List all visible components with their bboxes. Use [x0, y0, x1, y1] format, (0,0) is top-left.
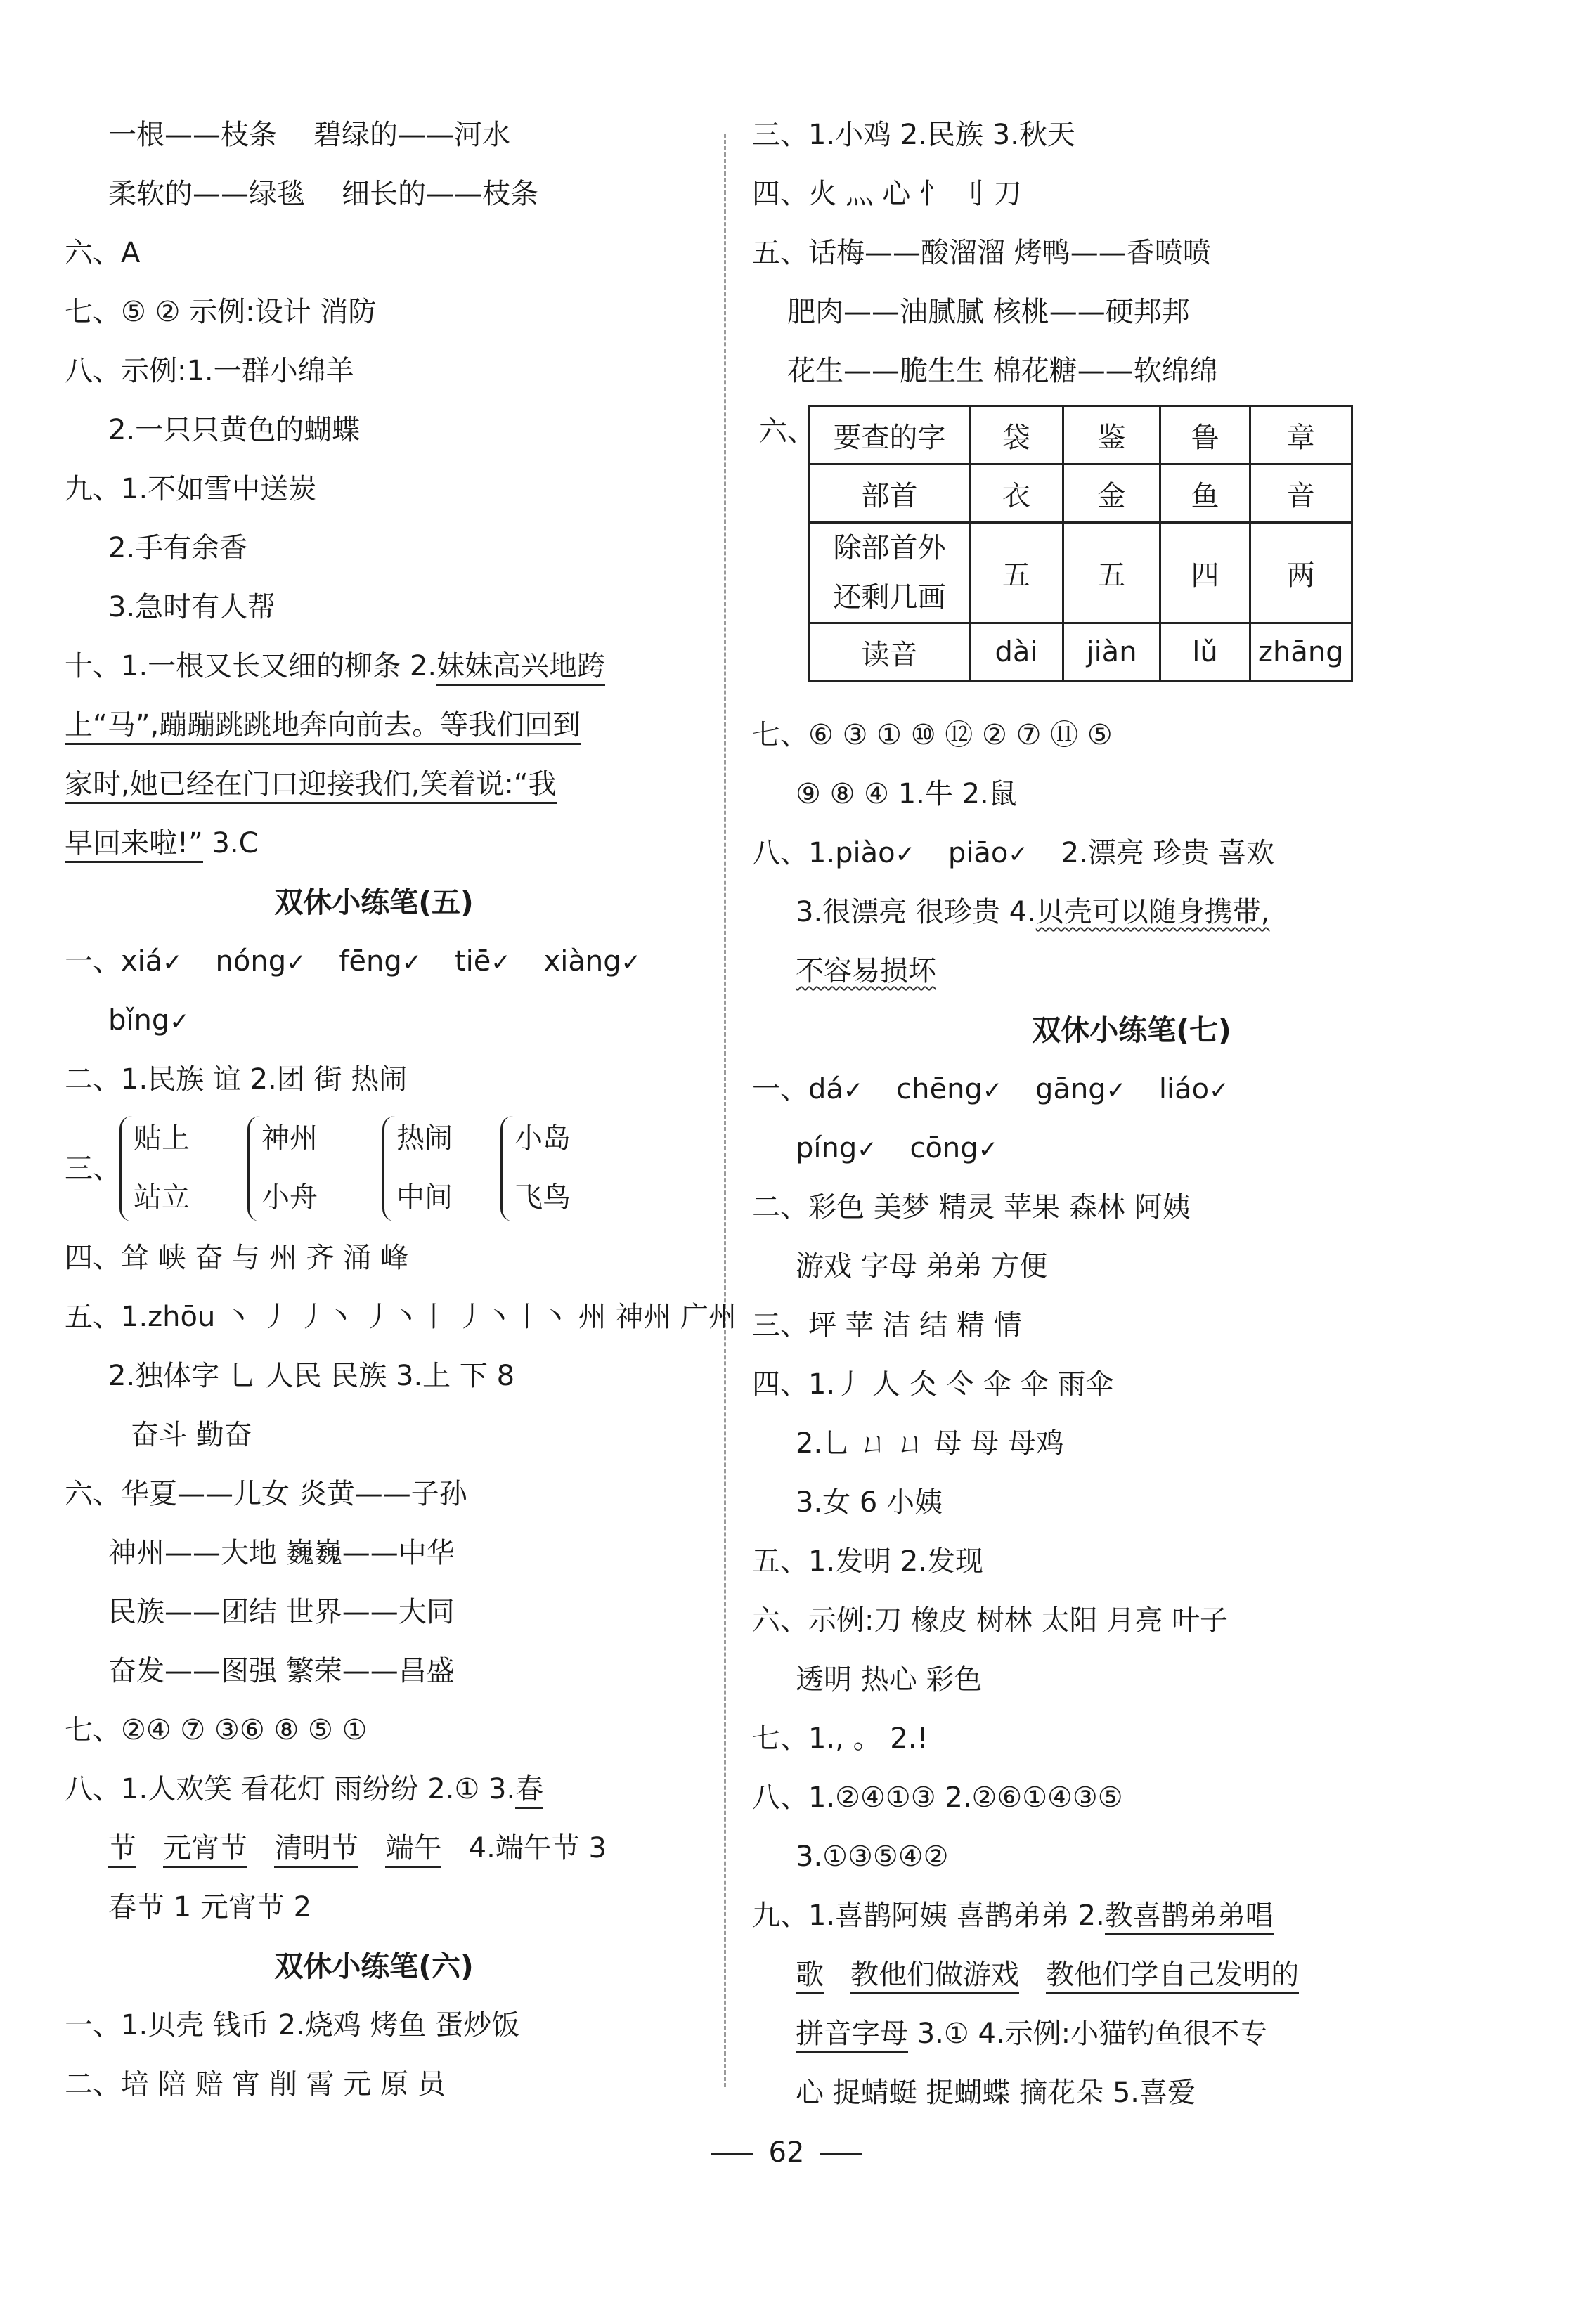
brace-group	[500, 1109, 571, 1227]
answer-line: 春节 1 元宵节 2	[108, 1891, 312, 1923]
answer-line: 3.①③⑤④②	[796, 1841, 949, 1873]
underlined-answer: 教他们做游戏	[850, 1959, 1019, 1994]
pinyin: piāo	[947, 837, 1009, 869]
answer-line: 2.一只只黄色的蝴蝶	[108, 414, 361, 446]
underlined-answer: 早回来啦!”	[65, 827, 203, 863]
check-icon: ✓	[621, 949, 642, 977]
answer-line	[65, 1819, 683, 1878]
check-icon: ✓	[491, 949, 511, 977]
underlined-answer: 拼音字母	[796, 2018, 908, 2053]
table-cell: 除部首外 还剩几画	[810, 523, 970, 623]
answer-line: 六、示例:刀 橡皮 树林 太阳 月亮 叶子	[752, 1604, 1229, 1637]
dictionary-table-block	[752, 405, 1511, 706]
underlined-answer: 清明节	[274, 1832, 358, 1868]
page-number-text: 62	[768, 2136, 805, 2169]
answer-line	[752, 824, 1511, 883]
pinyin: 一、dá	[752, 1073, 843, 1105]
dictionary-table	[808, 405, 1353, 682]
answer-line: 七、1., 。 2.!	[752, 1722, 928, 1755]
pinyin: nóng	[215, 945, 287, 978]
underlined-answer: 歌	[796, 1959, 824, 1994]
brace-icon	[119, 1116, 134, 1221]
table-cell: 要查的字	[810, 406, 970, 465]
answer-line: 三、坪 苹 洁 结 精 情	[752, 1309, 1022, 1342]
pinyin: fēng	[339, 945, 402, 978]
left-column	[65, 105, 737, 2114]
page-number	[0, 2136, 1573, 2169]
answer-line: 八、示例:1.一群小绵羊	[65, 355, 354, 387]
underlined-answer: 端午	[385, 1832, 441, 1868]
underlined-answer: 妹妹高兴地跨	[436, 650, 605, 686]
pinyin: píng	[796, 1132, 857, 1164]
answer-line	[65, 105, 683, 164]
answer-line: 2.手有余香	[108, 532, 248, 564]
answer-line	[752, 1945, 1511, 2004]
pinyin: chēng	[896, 1073, 983, 1105]
answer-line: 3.女 6 小姨	[796, 1486, 943, 1519]
check-icon: ✓	[843, 1077, 864, 1105]
answer-line: 花生——脆生生 棉花糖——软绵绵	[787, 355, 1218, 387]
check-icon: ✓	[982, 1077, 1003, 1105]
pinyin: cōng	[910, 1132, 978, 1164]
table-row	[810, 523, 1352, 623]
answer-line: 六、华夏——儿女 炎黄——子孙	[65, 1478, 467, 1510]
answer-line	[65, 814, 683, 873]
brace-group	[382, 1109, 453, 1227]
answer-text: 3.很漂亮 很珍贵 4.	[796, 896, 1036, 928]
pinyin: gāng	[1035, 1073, 1106, 1105]
answer-line: 五、1.zhōu 丶 丿 丿丶 丿丶丨 丿丶丨丶 州 神州 广州	[65, 1301, 737, 1333]
table-row	[810, 406, 1352, 465]
answer-line: 四、火 灬 心 忄 刂 刀	[752, 178, 1022, 210]
column-divider	[724, 134, 726, 2087]
underlined-answer: 教他们学自己发明的	[1046, 1959, 1299, 1994]
table-cell: 两	[1250, 523, 1352, 623]
answer-line: ⑨ ⑧ ④ 1.牛 2.鼠	[796, 778, 1017, 810]
answer-line: 2.乚 ㄩ ㄩ 母 母 母鸡	[796, 1427, 1064, 1460]
answer-line: 四、1.丿 人 仌 仒 伞 伞 雨伞	[752, 1368, 1114, 1401]
check-icon: ✓	[1209, 1077, 1229, 1105]
answer-line: 七、⑥ ③ ① ⑩ ⑫ ② ⑦ ⑪ ⑤	[752, 719, 1113, 751]
answer-line: 七、⑤ ② 示例:设计 消防	[65, 296, 377, 328]
underlined-answer: 家时,她已经在门口迎接我们,笑着说:“我	[65, 768, 557, 804]
table-cell: 音	[1250, 465, 1352, 523]
answer-line: 二、彩色 美梦 精灵 苹果 森林 阿姨	[752, 1191, 1191, 1223]
brace-group	[247, 1109, 318, 1227]
underlined-answer: 教喜鹊弟弟唱	[1105, 1900, 1274, 1935]
answer-line: 五、话梅——酸溜溜 烤鸭——香喷喷	[752, 237, 1211, 269]
question-number: 六、	[759, 415, 815, 448]
answer-line: 六、A	[65, 237, 141, 269]
table-cell: 鱼	[1160, 465, 1250, 523]
answer-line	[65, 164, 683, 223]
brace-word: 小舟	[261, 1181, 318, 1214]
brace-word: 中间	[396, 1181, 453, 1214]
answer-line: 民族——团结 世界——大同	[108, 1596, 455, 1628]
pair-text: 碧绿的——河水	[313, 119, 510, 151]
answer-line: 透明 热心 彩色	[796, 1663, 983, 1696]
table-cell: 袋	[970, 406, 1063, 465]
table-cell: dài	[970, 623, 1063, 682]
check-icon: ✓	[169, 1008, 190, 1036]
brace-icon	[382, 1116, 397, 1221]
answer-line: 2.独体字 乚 人民 民族 3.上 下 8	[108, 1360, 515, 1392]
answer-line: 神州——大地 巍巍——中华	[108, 1537, 455, 1569]
table-cell: 鉴	[1063, 406, 1160, 465]
table-cell: 金	[1063, 465, 1160, 523]
section-title: 双休小练笔(五)	[274, 885, 474, 919]
answer-line: 七、②④ ⑦ ③⑥ ⑧ ⑤ ①	[65, 1714, 368, 1746]
answer-text: 2.漂亮 珍贵 喜欢	[1061, 837, 1275, 869]
answer-text: 十、1.一根又长又细的柳条 2.	[65, 650, 437, 682]
answer-line: 八、1.②④①③ 2.②⑥①④③⑤	[752, 1781, 1123, 1814]
answer-text: 3.① 4.示例:小猫钓鱼很不专	[908, 2018, 1268, 2050]
table-row	[810, 623, 1352, 682]
table-cell: lǔ	[1160, 623, 1250, 682]
answer-line	[752, 942, 1511, 1001]
check-icon: ✓	[1106, 1077, 1127, 1105]
answer-line	[65, 755, 683, 814]
check-icon: ✓	[978, 1136, 999, 1164]
answer-line	[65, 991, 683, 1050]
answer-line: 三、1.小鸡 2.民族 3.秋天	[752, 119, 1075, 151]
check-icon: ✓	[1008, 840, 1028, 869]
pinyin: liáo	[1158, 1073, 1210, 1105]
answer-line: 五、1.发明 2.发现	[752, 1545, 984, 1578]
answer-line	[752, 1886, 1511, 1945]
answer-line: 四、耸 峡 奋 与 州 齐 涌 峰	[65, 1242, 409, 1274]
answer-line: 九、1.不如雪中送炭	[65, 473, 317, 505]
answer-line: 二、1.民族 谊 2.团 街 热闹	[65, 1063, 408, 1096]
table-cell: jiàn	[1063, 623, 1160, 682]
check-icon: ✓	[286, 949, 306, 977]
brace-word: 神州	[261, 1122, 318, 1155]
answer-text: 3.C	[202, 827, 259, 859]
answer-line	[65, 932, 683, 991]
check-icon: ✓	[162, 949, 183, 977]
answer-text: 4.端午节 3	[468, 1832, 607, 1864]
answer-line	[752, 1119, 1511, 1178]
table-cell: 衣	[970, 465, 1063, 523]
brace-word: 贴上	[134, 1122, 190, 1155]
table-cell: 五	[1063, 523, 1160, 623]
answer-line: 游戏 字母 弟弟 方便	[796, 1250, 1048, 1283]
right-column	[752, 105, 1511, 2122]
check-icon: ✓	[895, 840, 916, 869]
brace-group-row	[65, 1109, 683, 1228]
answer-line	[65, 696, 683, 755]
brace-word: 热闹	[396, 1122, 453, 1155]
answer-line: 肥肉——油腻腻 核桃——硬邦邦	[787, 296, 1190, 328]
answer-text: 九、1.喜鹊阿姨 喜鹊弟弟 2.	[752, 1900, 1105, 1932]
pair-text: 一根——枝条	[108, 119, 277, 151]
question-number: 三、	[65, 1153, 121, 1185]
table-cell: 部首	[810, 465, 970, 523]
section-title: 双休小练笔(七)	[1032, 1013, 1231, 1047]
wavy-underlined-answer: 贝壳可以随身携带,	[1035, 896, 1270, 928]
answer-line	[65, 637, 683, 696]
table-cell: 章	[1250, 406, 1352, 465]
answer-line: 二、培 陪 赔 宵 削 霄 元 原 员	[65, 2068, 446, 2101]
check-icon: ✓	[401, 949, 422, 977]
brace-word: 小岛	[514, 1122, 571, 1155]
wavy-underlined-answer: 不容易损坏	[796, 955, 936, 987]
table-cell: 读音	[810, 623, 970, 682]
underlined-answer: 元宵节	[163, 1832, 247, 1868]
answer-line	[752, 883, 1511, 942]
brace-word: 站立	[134, 1181, 190, 1214]
answer-line: 奋斗 勤奋	[131, 1419, 252, 1451]
pinyin: tiē	[454, 945, 491, 978]
dash-decoration	[711, 2153, 753, 2155]
pinyin: 八、1.piào	[752, 837, 895, 869]
answer-line	[65, 1760, 683, 1819]
underlined-answer: 节	[108, 1832, 136, 1868]
brace-icon	[500, 1116, 515, 1221]
answer-line: 3.急时有人帮	[108, 591, 276, 623]
brace-word: 飞鸟	[514, 1181, 571, 1214]
table-cell: 鲁	[1160, 406, 1250, 465]
brace-icon	[247, 1116, 262, 1221]
brace-group	[119, 1109, 190, 1227]
underlined-answer: 上“马”,蹦蹦跳跳地奔向前去。等我们回到	[65, 709, 581, 745]
pair-text: 细长的——枝条	[342, 178, 538, 210]
table-cell: 四	[1160, 523, 1250, 623]
answer-line	[752, 1060, 1511, 1119]
underlined-answer: 春	[515, 1773, 543, 1809]
check-icon: ✓	[857, 1136, 877, 1164]
answer-line: 心 捉蜻蜓 捉蝴蝶 摘花朵 5.喜爱	[796, 2077, 1196, 2109]
pinyin: bǐng	[108, 1004, 170, 1037]
answer-line: 奋发——图强 繁荣——昌盛	[108, 1655, 455, 1687]
pinyin: xiàng	[543, 945, 621, 978]
section-title: 双休小练笔(六)	[274, 1949, 474, 1983]
table-row	[810, 465, 1352, 523]
dash-decoration	[820, 2153, 862, 2155]
pinyin: 一、xiá	[65, 945, 163, 978]
answer-line: 一、1.贝壳 钱币 2.烧鸡 烤鱼 蛋炒饭	[65, 2009, 520, 2041]
answer-text: 八、1.人欢笑 看花灯 雨纷纷 2.① 3.	[65, 1773, 516, 1805]
answer-line	[752, 2004, 1511, 2063]
pair-text: 柔软的——绿毯	[108, 178, 305, 210]
table-cell: 五	[970, 523, 1063, 623]
table-cell: zhāng	[1250, 623, 1352, 682]
